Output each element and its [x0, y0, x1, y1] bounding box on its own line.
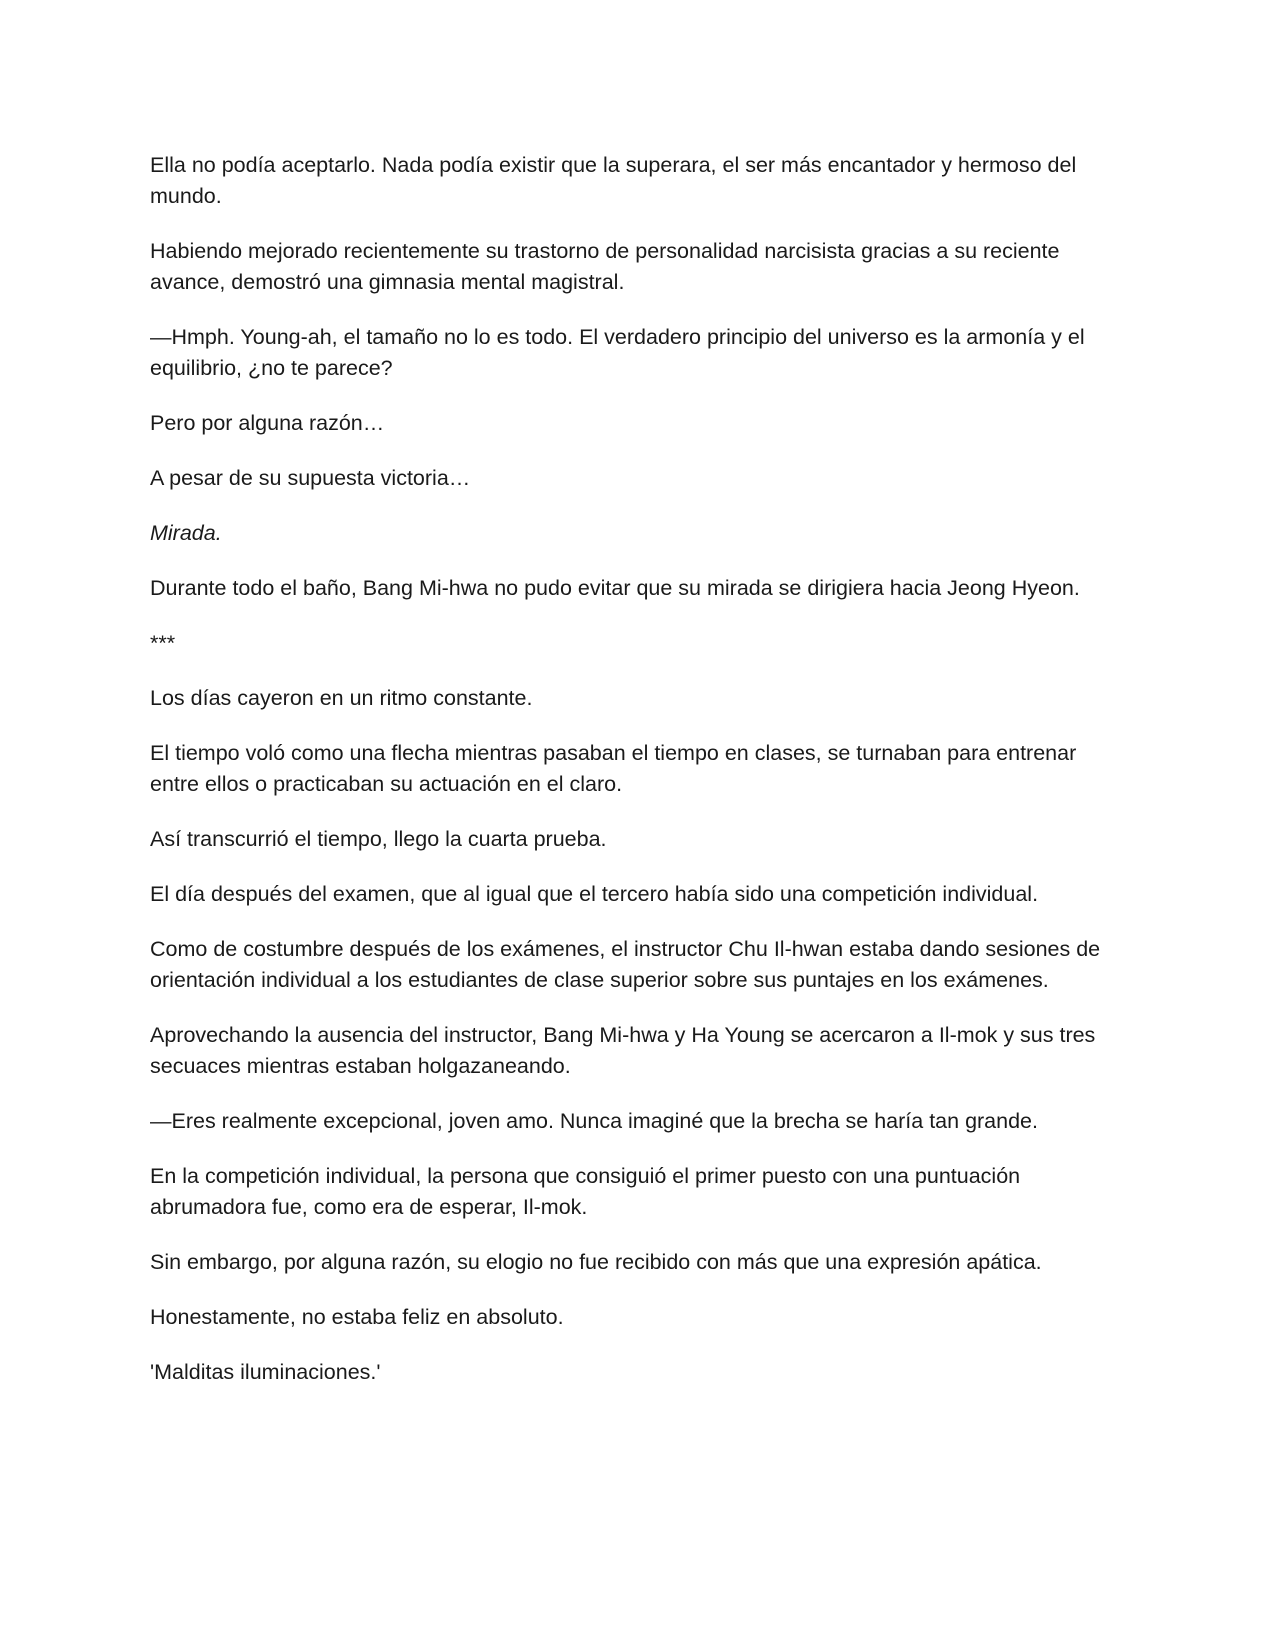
paragraph-18: Honestamente, no estaba feliz en absoluto. [150, 1305, 564, 1329]
paragraph-14: Aprovechando la ausencia del instructor, Bang Mi-hwa y Ha Young se acercaron a Il-mok y sus tres secuaces mientras estaban holgazaneando. [150, 1023, 1096, 1078]
paragraph-5: A pesar de su supuesta victoria… [150, 466, 471, 490]
paragraph-19: 'Malditas iluminaciones.' [150, 1360, 381, 1384]
paragraph-4: Pero por alguna razón… [150, 411, 385, 435]
paragraph-11: Así transcurrió el tiempo, llego la cuarta prueba. [150, 827, 607, 851]
paragraph-15: —Eres realmente excepcional, joven amo. Nunca imaginé que la brecha se haría tan grande. [150, 1109, 1038, 1133]
paragraph-1: Ella no podía aceptarlo. Nada podía existir que la superara, el ser más encantador y hermoso del mundo. [150, 153, 1077, 208]
paragraph-10: El tiempo voló como una flecha mientras pasaban el tiempo en clases, se turnaban para entrenar entre ellos o practicaban su actuación en el claro. [150, 741, 1077, 796]
paragraph-7: Durante todo el baño, Bang Mi-hwa no pudo evitar que su mirada se dirigiera hacia Jeong Hyeon. [150, 576, 1080, 600]
paragraph-13: Como de costumbre después de los exámenes, el instructor Chu Il-hwan estaba dando sesiones de orientación individual a los estudiantes de clase superior sobre sus puntajes en los exámenes. [150, 937, 1101, 992]
paragraph-12: El día después del examen, que al igual que el tercero había sido una competición individual. [150, 882, 1039, 906]
paragraph-3: —Hmph. Young-ah, el tamaño no lo es todo. El verdadero principio del universo es la armonía y el equilibrio, ¿no te parece? [150, 325, 1085, 380]
paragraph-16: En la competición individual, la persona que consiguió el primer puesto con una puntuación abrumadora fue, como era de esperar, Il-mok. [150, 1164, 1021, 1219]
paragraph-2: Habiendo mejorado recientemente su trastorno de personalidad narcisista gracias a su reciente avance, demostró una gimnasia mental magistral. [150, 239, 1060, 294]
paragraph-17: Sin embargo, por alguna razón, su elogio no fue recibido con más que una expresión apática. [150, 1250, 1042, 1274]
paragraph-6-italic: Mirada. [150, 521, 222, 545]
document-body [150, 150, 1130, 1412]
paragraph-9: Los días cayeron en un ritmo constante. [150, 686, 533, 710]
scene-break: *** [150, 631, 176, 655]
